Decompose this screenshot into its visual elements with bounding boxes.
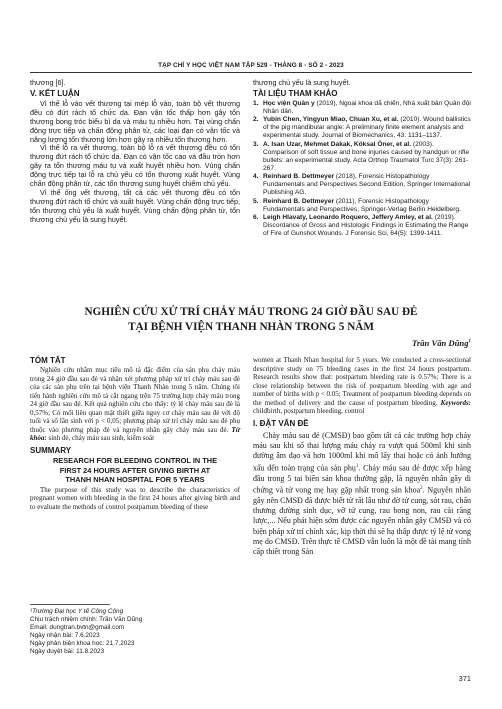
reference-details: (2019), Ngoại khoa dã chiến, Nhà xuất bản Quân đội Nhân dân.	[263, 99, 471, 115]
reference-item	[253, 214, 471, 238]
references-column	[253, 79, 471, 239]
reference-item	[253, 100, 471, 116]
reference-item	[253, 116, 471, 140]
header-rule	[30, 72, 472, 73]
conclusion-paragraph-2: Vì thế lỗ ra vết thương, toàn bộ lỗ ra vết thương đều có tổn thương đứt rách tổ chức da. Đạn có vận tốc cao và đầu tròn hơn gây ra tổn thương máu tụ và xuất huyết nhiều hơn. Vùng chấn động trực tiếp tại lỗ ra chủ yếu có tổn thương xuất huyết. Vùng chấn động phân tử, các tổn thương sung huyết chiếm chủ yếu.	[30, 143, 240, 189]
article-title	[30, 305, 472, 334]
reference-number: 2.	[253, 116, 259, 124]
abstract-en-continued	[253, 356, 471, 416]
reference-authors: A. Isan Uzar, Mehmet Dakak, Köksal Öner, et al.	[263, 140, 412, 148]
footnotes	[30, 608, 240, 655]
intro-column	[253, 356, 471, 558]
section-heading-references: TÀI LIỆU THAM KHẢO	[253, 88, 338, 98]
abstract-heading-en: SUMMARY	[30, 445, 72, 455]
reference-details: (2011), Forensic Histopathology Fundamentals and Perspectives, Springer-Verlag Berlin Heidelberg.	[263, 197, 461, 213]
reference-authors: Reinhard B. Dettmeyer	[263, 197, 335, 205]
reference-item	[253, 198, 471, 214]
english-title	[30, 456, 240, 485]
keywords-vi: sinh đẻ, chảy máu sau sinh, kiểm soát	[46, 434, 155, 443]
footnote-responsible: Chịu trách nhiệm chính: Trần Văn Dũng	[30, 615, 143, 623]
article-title-line-2: TẠI BỆNH VIỆN THANH NHÀN TRONG 5 NĂM	[128, 320, 374, 333]
reference-text	[263, 214, 471, 238]
continued-text: thương [6].	[30, 78, 66, 87]
reference-authors: Yubin Chen, Yingyun Miao, Chuan Xu, et al.	[263, 116, 399, 124]
introduction-paragraph	[253, 431, 471, 558]
footnote-received: Ngày nhận bài: 7.6.2023	[30, 631, 100, 639]
citation-mark: 2	[420, 485, 423, 491]
author-text: Trần Văn Dũng	[411, 338, 469, 348]
reference-text	[263, 141, 471, 173]
reference-item	[253, 141, 471, 173]
keywords-label-vi: Từ khóa:	[30, 425, 241, 443]
intro-text-b: . Chảy máu sau đẻ được xếp hàng đầu trong 5 tai biến sản khoa thường gặp, là nguyên nhân gây di chứng và tử vong mẹ hay gặp nhất trong sản khoa	[253, 463, 471, 495]
footnote-reviewed: Ngày phản biện khoa học: 21.7.2023	[30, 639, 135, 647]
english-title-line-3: THANH NHAN HOSPITAL FOR 5 YEARS	[65, 475, 205, 485]
affiliation-text: ¹Trường Đại học Y tế Công Cộng	[30, 608, 124, 615]
keywords-en: childbirth, postpartum bleeding, control	[253, 407, 365, 415]
abstract-en-body-part-1: The purpose of this study was to describe the characteristics of pregnant women with bleeding in the first 24 hours after giving birth and to evaluate the methods of control postpartum bleeding of these	[30, 485, 240, 511]
author-name	[412, 338, 471, 348]
reference-authors: Leigh Hlavaty, Leonardo Roquero, Jeffery Amley, et al.	[263, 214, 433, 222]
footnote-email: Email: dungtran.bvtn@gmail.com	[30, 623, 125, 631]
reference-details: (2018), Forensic Histopathology Fundamentals and Perspectives Second Edition, Springer International Publishing AG.	[263, 173, 471, 197]
reference-authors: Reinhard B. Dettmeyer	[263, 173, 335, 181]
page-number: 371	[458, 674, 471, 683]
footnote-approved: Ngày duyệt bài: 11.8.2023	[30, 647, 105, 655]
footnote-rule	[30, 604, 110, 605]
reference-list	[253, 100, 471, 239]
reference-number: 5.	[253, 197, 259, 205]
reference-number: 4.	[253, 173, 259, 181]
english-title-line-1: RESEARCH FOR BLEEDING CONTROL IN THE	[52, 455, 218, 465]
footnote-affiliation	[30, 608, 240, 616]
reference-authors: Học viện Quân y	[263, 99, 315, 107]
continued-text: thương chủ yếu là sung huyết.	[253, 78, 351, 87]
reference-details: (2003). Comparison of soft tissue and bone injuries caused by handgun or rifle bullets: an experimental study. Acta Orthop Traumatol Turc 37(3): 261-267.	[263, 140, 469, 172]
previous-article-left-column	[30, 79, 240, 225]
article-title-line-1: NGHIÊN CỨU XỬ TRÍ CHẢY MÁU TRONG 24 GIỜ ĐẦU SAU ĐẺ	[84, 306, 418, 318]
abstract-vi-body: Nghiên cứu nhằm mục tiêu mô tả đặc điểm của sản phụ chảy máu trong 24 giờ đầu sau đẻ và nhận xét phương pháp xử trí chảy máu sau đẻ của các sản phụ trên tại bệnh viện Thanh Nhàn trong 5 năm. Chúng tôi tiến hành nghiên cứu mô tả cắt ngang trên 75 trường hợp chảy máu trong 24 giờ đầu sau đẻ. Kết quả nghiên cứu cho thấy: tỷ lệ chảy máu sau đẻ là 0,57%; Có mối liên quan mật thiết giữa nguy cơ chảy máu sau đẻ với độ tuổi và số lần sinh với p < 0,05; phương pháp xử trí chảy máu sau đẻ phụ thuộc vào phương pháp đẻ và nguyên nhân gây chảy máu sau đẻ.	[30, 366, 240, 434]
author-affiliation-mark: 1	[468, 339, 471, 345]
running-header: TẠP CHÍ Y HỌC VIỆT NAM TẬP 529 - THÁNG 8 - SỐ 2 - 2023	[158, 62, 344, 69]
reference-text	[263, 100, 471, 116]
abstract-en-body-part-2: women at Thanh Nhan hospital for 5 years. We conducted a cross-sectional descriptive study on 75 bleeding cases in the first 24 hours postpartum. Research results show that: postpartum bleeding rate is 0.57%; There is a close relationship between the risk of postpartum bleeding with age and number of births with p < 0.05; Treatment of postpartum bleeding depends on the method of delivery and the cause of postpartum bleeding.	[253, 356, 472, 407]
reference-number: 6.	[253, 214, 259, 222]
intro-text-a: Chảy máu sau đẻ (CMSĐ) bao gồm tất cả các trường hợp chảy máu sau khi sổ thai lượng máu chảy ra vượt quá 500ml khi sinh đường âm đạo và hơn 1000ml khi mổ lấy thai hoặc có ảnh hưởng xấu đến toàn trạng của sản phụ	[253, 430, 471, 473]
reference-details: (2019). Discordance of Gross and Histologic Findings in Estimating the Range of Fire of Gunshot Wounds. J Forensic Sci, 64(5): 1399-1411.	[263, 214, 469, 238]
keywords-label-en: Keywords:	[440, 398, 472, 407]
reference-number: 3.	[253, 140, 259, 148]
reference-text	[263, 173, 471, 197]
english-title-line-2: FIRST 24 HOURS AFTER GIVING BIRTH AT	[59, 465, 211, 475]
conclusion-paragraph-1: Vì thế lỗ vào vết thương tại mép lỗ vào, toàn bộ vết thương đều có đứt rách tổ chức da. Đạn vận tốc thấp hơn gây tổn thương bong tróc biểu bì da và máu tụ nhiều hơn. Tại vùng chấn động trực tiếp và chấn động phân tử, các loại đạn có vận tốc và năng lượng tổn thương lớn hơn gây ra nhiều tổn thương hơn.	[30, 98, 240, 144]
reference-details: (2010). Wound ballistics of the pig mandibular angle: A preliminary finite element analysis and experimental study. Journal of Biomechanics, 43: 1131–1137.	[263, 116, 471, 140]
citation-mark: 1	[355, 463, 359, 469]
reference-text	[263, 116, 471, 140]
intro-text-c: . Nguyên nhân gây nên CMSĐ đã được biết từ rất lâu như đờ tử cung, sót rau, chấn thương đường sinh dục, vỡ tử cung, rau bong non, rau cài răng lược,... Nếu phát hiện sớm được các nguyên nhân gây CMSĐ và có biện pháp xử trí chính xác, kịp thời thì sẽ hạ thấp được tỷ lệ tử vong mẹ do CMSĐ. Trên thực tế CMSĐ vẫn luôn là một đề tài mang tính cấp thiết trong Sản	[253, 485, 471, 557]
reference-text	[263, 198, 471, 214]
reference-number: 1.	[253, 99, 259, 107]
abstract-heading-vi: TÓM TẮT	[30, 356, 66, 365]
section-heading-introduction: I. ĐẶT VẤN ĐỀ	[253, 418, 309, 428]
abstract-vi-text	[30, 366, 240, 443]
abstract-column	[30, 356, 240, 511]
conclusion-paragraph-3: Vì thế ống vết thương, tất cả các vết thương đều có tổn thương đứt rách tổ chức và xuất huyết. Vùng chấn động trực tiếp, tổn thương chủ yếu là xuất huyết. Vùng chấn động phân tử, tổn thương chủ yếu là sung huyết.	[30, 187, 240, 224]
reference-item	[253, 173, 471, 197]
section-heading-conclusion: V. KẾT LUẬN	[30, 88, 80, 98]
